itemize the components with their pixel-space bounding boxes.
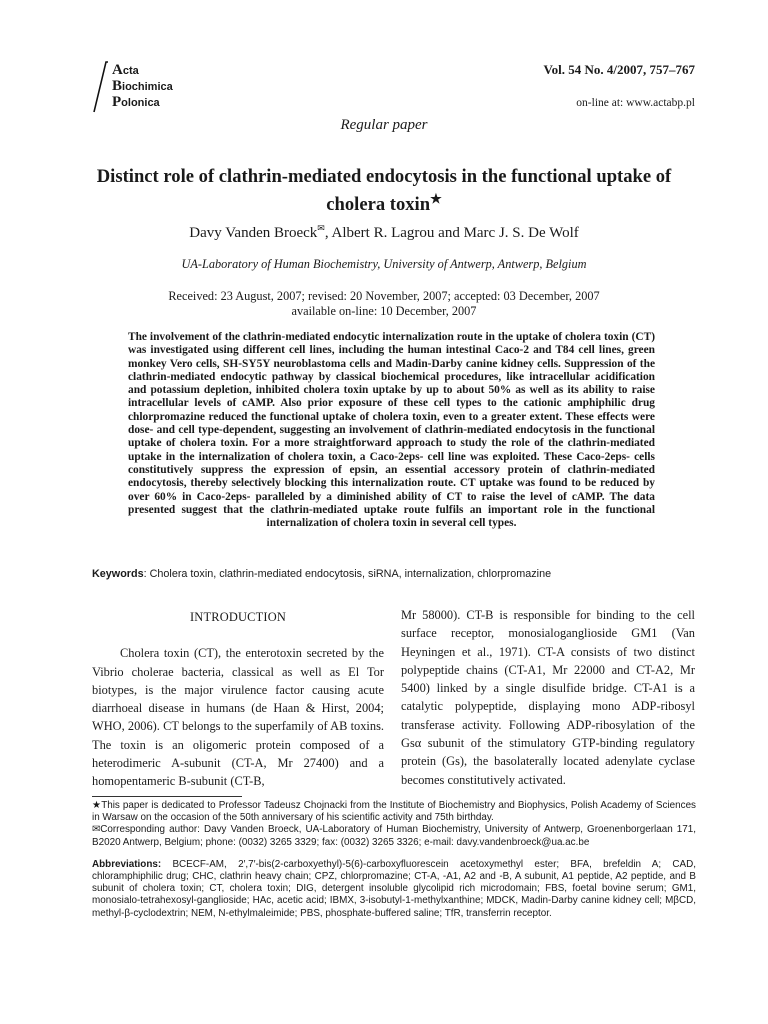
logo-line-1: Acta xyxy=(112,62,139,78)
affiliation: UA-Laboratory of Human Biochemistry, University of Antwerp, Antwerp, Belgium xyxy=(181,257,587,271)
footnote-dedication: ★This paper is dedicated to Professor Tadeusz Chojnacki from the Institute of Biochemistry and Biophysics, Polish Academy of Sciences in Warsaw on the occasion of the 50th anniversary of his scientific activity and 75th birthday. xyxy=(92,800,696,824)
abstract: The involvement of the clathrin-mediated endocytic internalization route in the uptake of cholera toxin (CT) was investigated using different cell lines, including the human intestinal Caco-2 and T84 cell lines, green monkey Vero cells, SH-SY5Y neuroblastoma cells and Madin-Darby canine kidney cells. Suppression of the clathrin-mediated endocytic pathway by classical biochemical procedures, like intracellular acidification and potassium depletion, inhibited cholera toxin uptake by up to about 50% as well as its ability to raise intracellular levels of cAMP. Also prior exposure of these cell types to the cationic amphiphilic drug chlorpromazine reduced the functional uptake of cholera toxin, even to a greater extent. These effects were dose- and cell type-dependent, suggesting an involvement of clathrin-mediated endocytosis in the functional uptake of cholera toxin. For a more straightforward approach to study the role of the clathrin-mediated uptake in the internalization of cholera toxin, a Caco-2eps- cell line was exploited. These Caco-2eps- cells constitutively suppress the expression of epsin, an essential accessory protein of clathrin-mediated endocytosis, thereby selectively blocking this internalization route. CT uptake was found to be reduced by over 60% in Caco-2eps- paralleled by a diminished ability of CT to raise the level of cAMP. The data presented suggest that the clathrin-mediated uptake route fulfils an important role in the functional internalization of cholera toxin in several cell types. xyxy=(128,331,655,530)
intro-paragraph-2: Mr 58000). CT-B is responsible for binding to the cell surface receptor, monosialoganglioside GM1 (Van Heyningen et al., 1971). CT-A consists of two distinct polypeptide chains (CT-A1, Mr 22000 and CT-A2, Mr 5400) linked by a single disulfide bridge. CT-A1 is a catalytic polypeptide, displaying mono ADP-ribosyl transferase activity. Following ADP-ribosylation of the Gsα subunit of the stimulatory GTP-binding regulatory protein (Gs), the basolaterally located adenylate cyclase becomes constitutively activated. xyxy=(401,608,695,787)
logo-line-2: Biochimica xyxy=(112,78,173,94)
footnotes xyxy=(92,800,696,920)
body-left-column xyxy=(92,606,384,791)
volume-info: Vol. 54 No. 4/2007, 757–767 xyxy=(543,62,695,77)
footnote-corresponding: ✉Corresponding author: Davy Vanden Broeck, UA-Laboratory of Human Biochemistry, University of Antwerp, Groenenborgerlaan 171, B2020 Antwerp, Belgium; phone: (0032) 3265 3329; fax: (0032) 3265 3326; e-mail: davy.vandenbroeck@ua.ac.be xyxy=(92,824,696,848)
online-url[interactable]: on-line at: www.actabp.pl xyxy=(576,97,695,109)
section-heading: INTRODUCTION xyxy=(189,610,286,624)
article-title: Distinct role of clathrin-mediated endocytosis in the functional uptake of cholera toxin★ xyxy=(96,166,672,216)
article-dates: Received: 23 August, 2007; revised: 20 November, 2007; accepted: 03 December, 2007 available on-line: 10 December, 2007 xyxy=(168,289,600,318)
paper-type: Regular paper xyxy=(340,117,428,133)
keywords: Keywords: Cholera toxin, clathrin-mediated endocytosis, siRNA, internalization, chlorpromazine xyxy=(92,568,552,580)
intro-paragraph-1: Cholera toxin (CT), the enterotoxin secreted by the Vibrio cholerae bacteria, classical as well as El Tor biotypes, is the major virulence factor causing acute diarrhoeal disease in humans (de Haan & Hirst, 2004; WHO, 2006). CT belongs to the superfamily of AB toxins. The toxin is an oligomeric protein composed of a heterodimeric A-subunit (CT-A, Mr 27400) and a homopentameric B-subunit (CT-B, xyxy=(92,646,384,789)
body-right-column xyxy=(401,606,695,789)
logo-line-3: Polonica xyxy=(112,94,160,110)
footnote-abbreviations: Abbreviations: BCECF-AM, 2′,7′-bis(2-carboxyethyl)-5(6)-carboxyfluorescein acetoxymethyl ester; BFA, brefeldin A; CAD, chloramphiphilic drug; CHC, clathrin heavy chain; CPZ, chlorpromazine; CT-A, -A1, A2 and -B, A subunit, A1 peptide, A2 peptide, and B subunit of cholera toxin; CT, cholera toxin; DIG, detergent insoluble glycolipid rich microdomain; FBS, foetal bovine serum; GM1, monosialo-tetrahexosyl-ganglioside; HAc, acetic acid; IBMX, 3-isobutyl-1-methylxanthine; MDCK, Madin-Darby canine kidney cell; MβCD, methyl-β-cyclodextrin; NEM, N-ethylmaleimide; PBS, phosphate-buffered saline; TfR, transferrin receptor. xyxy=(92,858,696,919)
footnote-divider xyxy=(92,796,242,797)
author-list: Davy Vanden Broeck✉, Albert R. Lagrou and Marc J. S. De Wolf xyxy=(189,223,579,241)
